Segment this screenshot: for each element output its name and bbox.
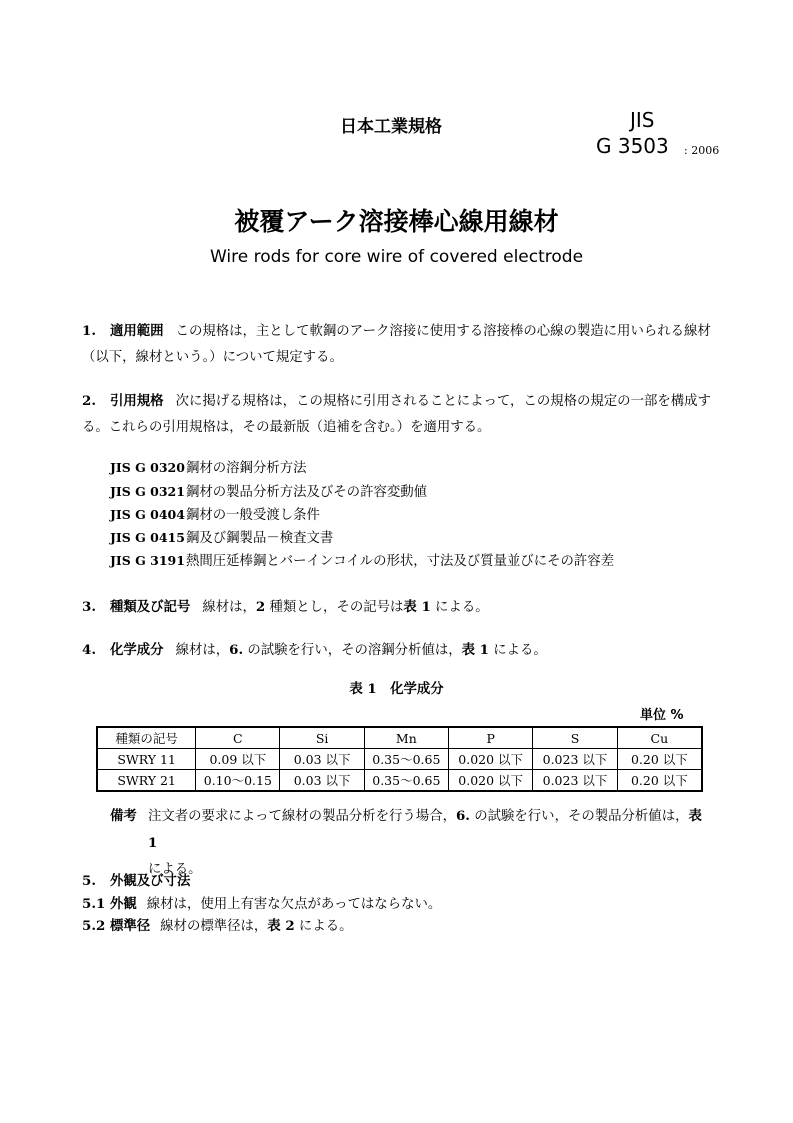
section-1 (82, 318, 714, 371)
reference-code: JIS G 0415 (110, 530, 185, 545)
table-header-cell: C (196, 727, 280, 749)
table-note (110, 803, 714, 883)
section-5-1-heading: 外観 (110, 896, 137, 912)
section-5-2 (82, 914, 353, 938)
note-text: 注文者の要求によって線材の製品分析を行う場合， (148, 809, 456, 824)
note-text: の試験を行い，その製品分析値は， (469, 809, 689, 824)
table-header-cell: Cu (617, 727, 702, 749)
table-cell: SWRY 21 (97, 770, 196, 792)
table-header-cell: P (448, 727, 532, 749)
table-cell: 0.09 以下 (196, 749, 280, 770)
title-english: Wire rods for core wire of covered electrode (209, 247, 584, 267)
section-5-2-text: による。 (294, 919, 353, 934)
section-4-text: 線材は， (175, 643, 230, 658)
chemical-composition-table (96, 726, 703, 792)
section-3-count: 2 (255, 599, 266, 615)
section-4-heading: 化学成分 (110, 642, 164, 658)
section-5-heading: 外観及び寸法 (110, 873, 191, 889)
section-6-reference: 6. (229, 642, 244, 658)
standard-year: : 2006 (684, 144, 720, 157)
table-caption: 表 1 化学成分 (349, 681, 444, 697)
reference-item (110, 481, 427, 503)
table-row (97, 770, 702, 792)
table-cell: 0.10～0.15 (196, 770, 280, 792)
reference-title: 熱間圧延棒鋼とバーインコイルの形状，寸法及び質量並びにその許容差 (186, 554, 615, 569)
table-cell: 0.023 以下 (533, 749, 617, 770)
section-5-2-number: 5.2 (82, 918, 106, 934)
section-2-text-line2: る。これらの引用規格は，その最新版（追補を含む。）を適用する。 (82, 420, 491, 435)
table-1-reference: 表 1 (403, 599, 431, 615)
section-3-text: 種類とし，その記号は (265, 600, 404, 615)
table-cell: 0.03 以下 (280, 770, 364, 792)
standard-jis-label: JIS (630, 108, 655, 132)
table-header-cell: S (533, 727, 617, 749)
reference-item (110, 550, 614, 572)
reference-title: 鋼及び鋼製品－検査文書 (186, 531, 334, 546)
section-5-number: 5. (82, 873, 96, 889)
note-label: 備考 (110, 808, 137, 824)
reference-code: JIS G 0404 (110, 507, 185, 522)
section-2 (82, 388, 714, 441)
section-5-2-text: 線材の標準径は， (160, 919, 268, 934)
reference-code: JIS G 3191 (110, 553, 185, 568)
reference-item (110, 504, 320, 526)
section-2-heading: 引用規格 (110, 393, 164, 409)
section-2-number: 2. (82, 393, 96, 409)
table-row (97, 749, 702, 770)
table-header-cell: 種類の記号 (97, 727, 196, 749)
table-cell: 0.020 以下 (448, 770, 532, 792)
title-japanese: 被覆アーク溶接棒心線用線材 (234, 207, 559, 236)
standard-org: 日本工業規格 (340, 117, 442, 137)
reference-item (110, 457, 307, 479)
reference-title: 鋼材の製品分析方法及びその許容変動値 (186, 485, 428, 500)
section-5-1-text: 線材は，使用上有害な欠点があってはならない。 (146, 897, 442, 912)
table-cell: 0.20 以下 (617, 770, 702, 792)
table-cell: 0.35～0.65 (364, 749, 448, 770)
section-1-heading: 適用範囲 (110, 323, 164, 339)
reference-title: 鋼材の一般受渡し条件 (186, 508, 320, 523)
table-cell: 0.35～0.65 (364, 770, 448, 792)
section-5 (82, 869, 200, 893)
reference-title: 鋼材の溶鋼分析方法 (186, 461, 307, 476)
table-header-cell: Mn (364, 727, 448, 749)
section-3-text: 線材は， (202, 600, 256, 615)
section-4-number: 4. (82, 642, 96, 658)
table-2-reference: 表 2 (267, 918, 295, 934)
reference-code: JIS G 0321 (110, 484, 185, 499)
section-4-text: の試験を行い，その溶鋼分析値は， (243, 643, 462, 658)
section-1-number: 1. (82, 323, 96, 339)
standard-number: G 3503 (596, 134, 669, 158)
table-cell: SWRY 11 (97, 749, 196, 770)
table-unit: 単位 % (640, 708, 684, 723)
section-2-text-line1: 次に掲げる規格は，この規格に引用されることによって，この規格の規定の一部を構成す (175, 394, 711, 409)
table-cell: 0.20 以下 (617, 749, 702, 770)
table-cell: 0.023 以下 (533, 770, 617, 792)
section-1-text-line2: （以下，線材という。）について規定する。 (82, 350, 343, 365)
table-header-cell: Si (280, 727, 364, 749)
table-header-row (97, 727, 702, 749)
section-5-1 (82, 892, 441, 916)
section-3-number: 3. (82, 599, 96, 615)
table-1-reference: 表 1 (148, 808, 702, 851)
table-cell: 0.020 以下 (448, 749, 532, 770)
section-3 (82, 594, 714, 621)
section-3-heading: 種類及び記号 (110, 599, 191, 615)
reference-item (110, 527, 333, 549)
table-cell: 0.03 以下 (280, 749, 364, 770)
section-4-text: による。 (489, 643, 547, 658)
section-5-1-number: 5.1 (82, 896, 106, 912)
section-1-text-line1: この規格は，主として軟鋼のアーク溶接に使用する溶接棒の心線の製造に用いられる線材 (175, 324, 711, 339)
section-4 (82, 637, 714, 664)
section-6-reference: 6. (455, 808, 470, 824)
note-text: による。 (148, 862, 202, 877)
section-3-text: による。 (430, 600, 489, 615)
table-1-reference: 表 1 (461, 642, 489, 658)
reference-code: JIS G 0320 (110, 460, 185, 475)
section-5-2-heading: 標準径 (110, 918, 151, 934)
